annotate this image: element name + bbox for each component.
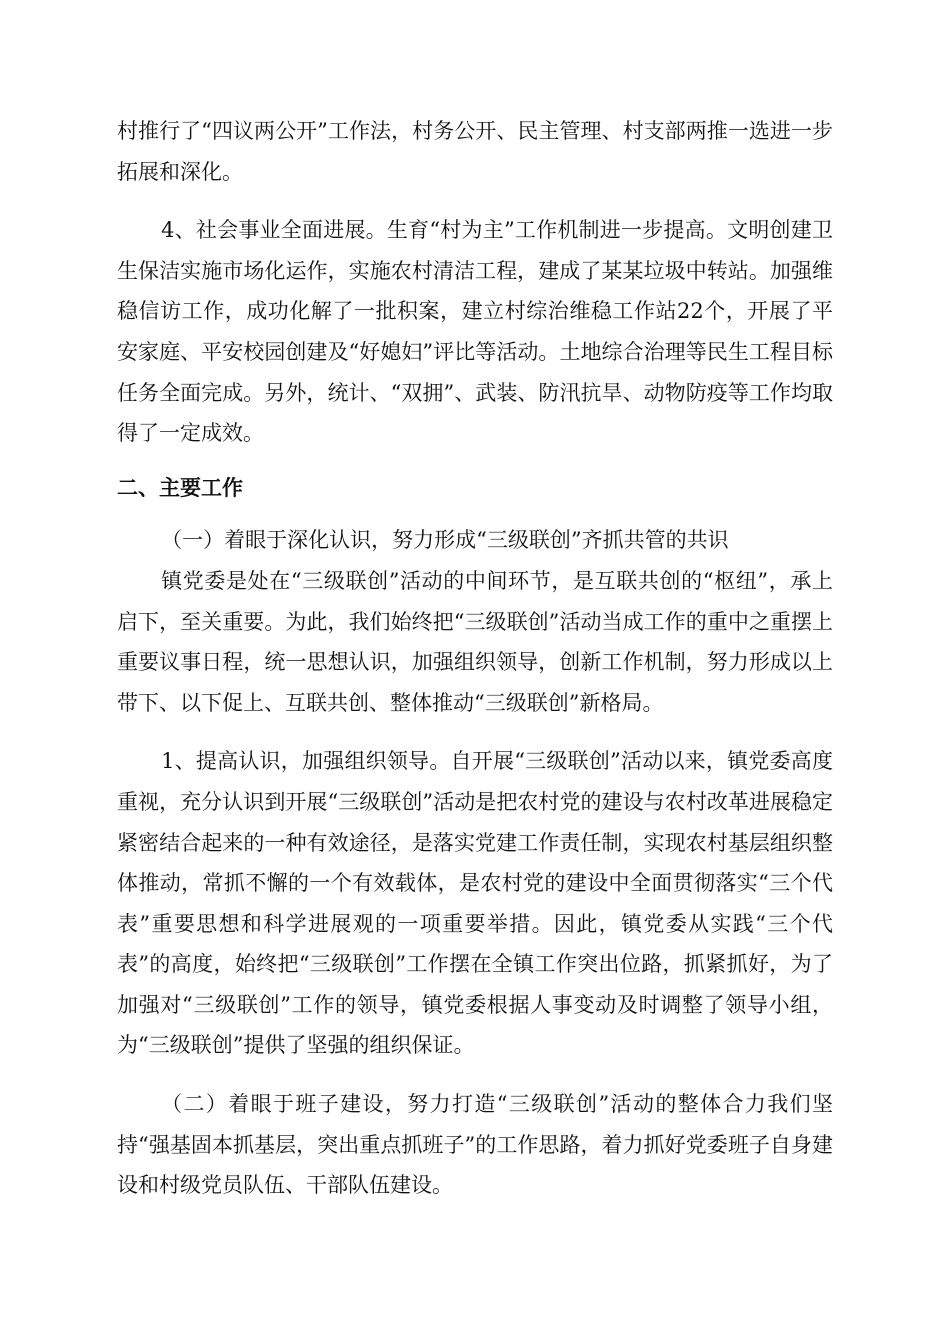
paragraph-social-progress: 4、社会事业全面进展。生育“村为主”工作机制进一步提高。文明创建卫生保洁实施市场化运作，实施农村清洁工程，建成了某某垃圾中转站。加强维稳信访工作，成功化解了一批积案，建立村综治维稳工作站22个，开展了平安家庭、平安校园创建及“好媳妇”评比等活动。土地综合治理等民生工程目标任务全面完成。另外，统计、“双拥”、武装、防汛抗旱、动物防疫等工作均取得了一定成效。 <box>117 218 833 446</box>
paragraph-team-building: （二）着眼于班子建设，努力打造“三级联创”活动的整体合力我们坚持“强基固本抓基层，突出重点抓班子”的工作思路，着力抓好党委班子自身建设和村级党员队伍、干部队伍建设。 <box>117 1092 833 1198</box>
document-body <box>117 111 833 1206</box>
paragraph-town-committee: 镇党委是处在“三级联创”活动的中间环节，是互联共创的“枢纽”，承上启下，至关重要。为此，我们始终把“三级联创”活动当成工作的重中之重摆上重要议事日程，统一思想认识，加强组织领导，创新工作机制，努力形成以上带下、以下促上、互联共创、整体推动“三级联创”新格局。 <box>117 568 833 715</box>
section-heading-main-work: 二、主要工作 <box>117 475 243 500</box>
subheading-deepen-understanding: （一）着眼于深化认识，努力形成“三级联创”齐抓共管的共识 <box>161 528 729 553</box>
paragraph-raise-awareness: 1、提高认识，加强组织领导。自开展“三级联创”活动以来，镇党委高度重视，充分认识到开展“三级联创”活动是把农村党的建设与农村改革进展稳定紧密结合起来的一种有效途径，是落实党建工作责任制，实现农村基层组织整体推动，常抓不懈的一个有效载体，是农村党的建设中全面贯彻落实“三个代表”重要思想和科学进展观的一项重要举措。因此，镇党委从实践“三个代表”的高度，始终把“三级联创”工作摆在全镇工作突出位路，抓紧抓好，为了加强对“三级联创”工作的领导，镇党委根据人事变动及时调整了领导小组，为“三级联创”提供了坚强的组织保证。 <box>117 749 833 1058</box>
paragraph-continuation: 村推行了“四议两公开”工作法，村务公开、民主管理、村支部两推一选进一步拓展和深化。 <box>117 119 833 184</box>
